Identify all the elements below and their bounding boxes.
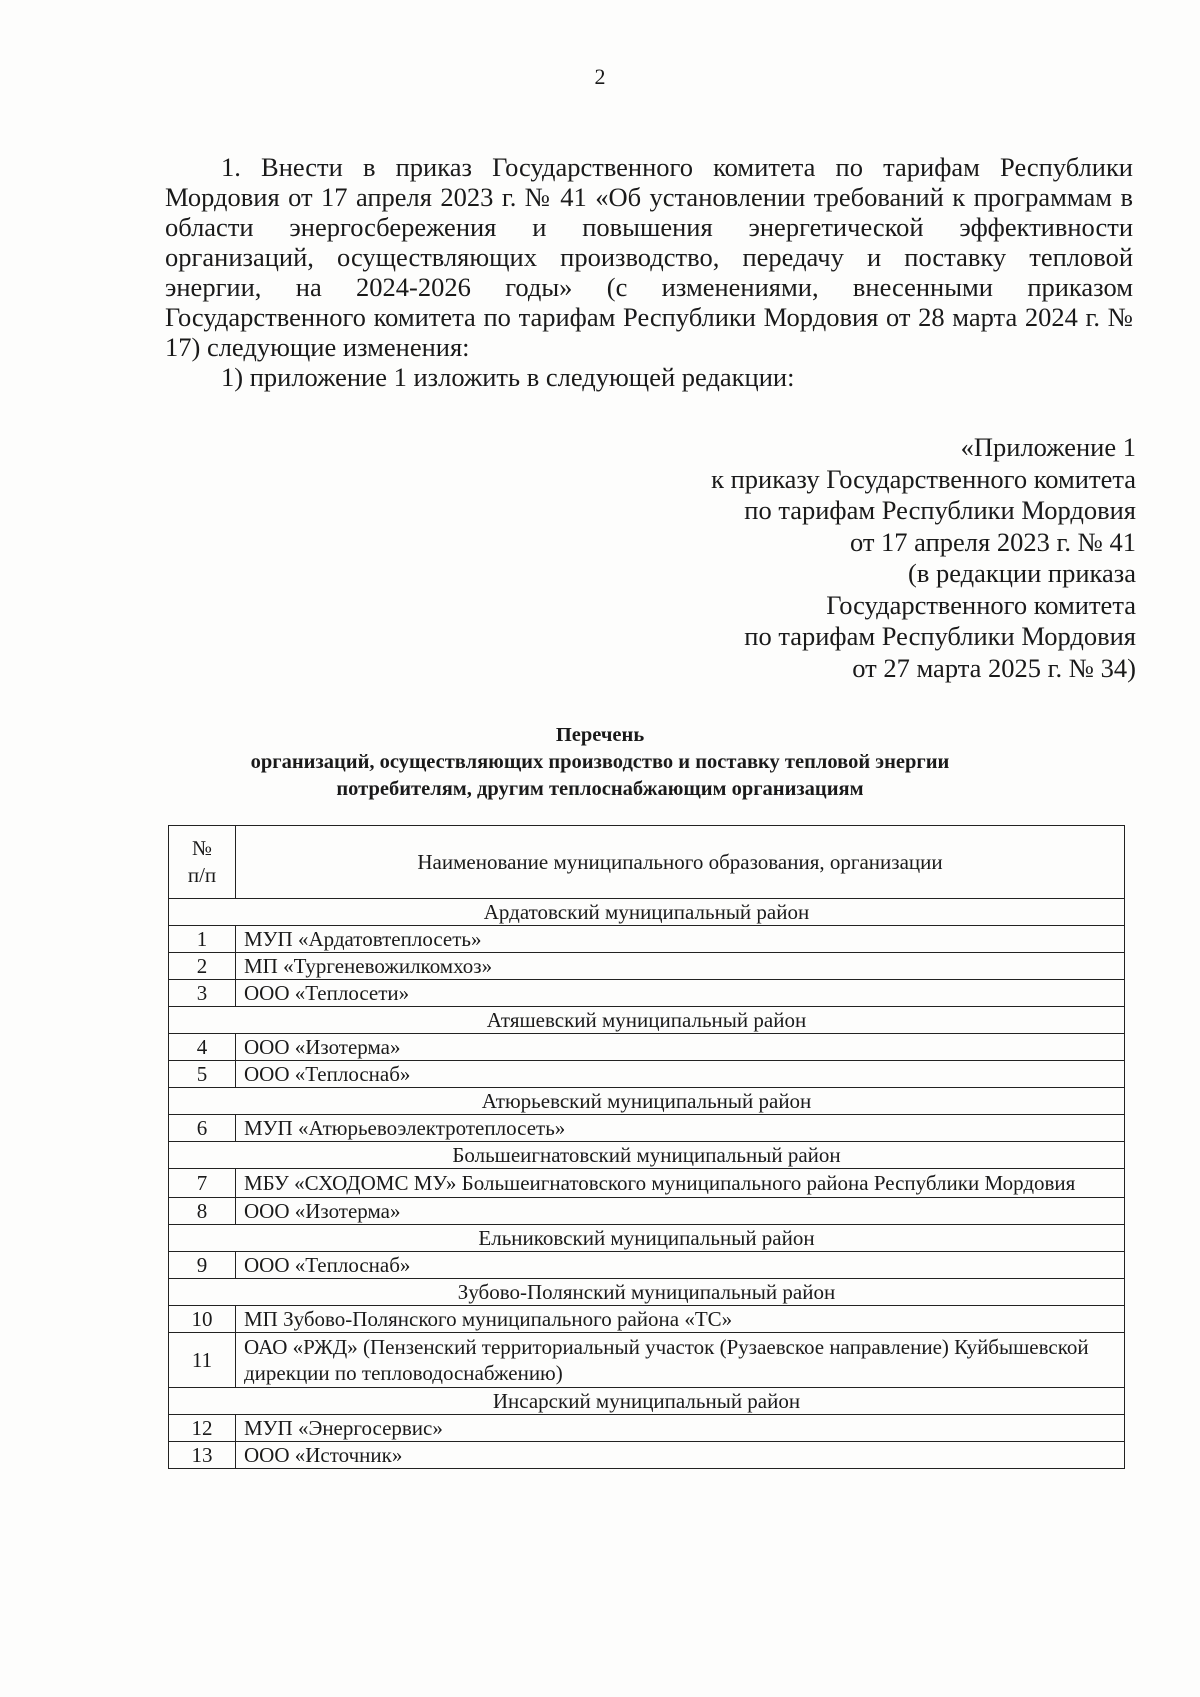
district-name: Большеигнатовский муниципальный район	[169, 1142, 1125, 1169]
page-number: 2	[594, 64, 606, 89]
district-row	[169, 1225, 1125, 1252]
intro-paragraph-1: 1. Внести в приказ Государственного комитета по тарифам Республики Мордовия от 17 апреля 2023 г. № 41 «Об установлении требований к программам в области энергосбережения и повышения энергетической эффективности организаций, осуществляющих производство, передачу и поставку тепловой энергии, на 2024-2026 годы» (с изменениями, внесенными приказом Государственного комитета по тарифам Республики Мордовия от 28 марта 2024 г. № 17) следующие изменения:	[165, 152, 1133, 362]
table-row	[169, 1252, 1125, 1279]
district-row	[169, 1088, 1125, 1115]
column-header-number-line1: №	[191, 836, 213, 860]
appendix-line: Государственного комитета	[826, 589, 1136, 620]
table-row	[169, 1034, 1125, 1061]
organization-name: ООО «Источник»	[236, 1442, 1125, 1469]
district-name: Атюрьевский муниципальный район	[169, 1088, 1125, 1115]
organization-name: МБУ «СХОДОМС МУ» Большеигнатовского муниципального района Республики Мордовия	[236, 1169, 1125, 1198]
organization-name: ООО «Изотерма»	[236, 1034, 1125, 1061]
table-row	[169, 953, 1125, 980]
district-name: Ельниковский муниципальный район	[169, 1225, 1125, 1252]
list-heading-title: Перечень	[555, 724, 645, 746]
organization-name: ООО «Изотерма»	[236, 1198, 1125, 1225]
organization-name: ООО «Теплосети»	[236, 980, 1125, 1007]
appendix-line: по тарифам Республики Мордовия	[744, 621, 1136, 651]
column-header-name: Наименование муниципального образования, организации	[236, 826, 1125, 899]
organization-name: ОАО «РЖД» (Пензенский территориальный участок (Рузаевское направление) Куйбышевской дирекции по тепловодоснабжению)	[236, 1333, 1125, 1388]
row-number: 8	[169, 1198, 236, 1225]
organization-name: МП «Тургеневожилкомхоз»	[236, 953, 1125, 980]
row-number: 3	[169, 980, 236, 1007]
column-header-number-line2: п/п	[187, 863, 217, 887]
organization-name: МУП «Атюрьевоэлектротеплосеть»	[236, 1115, 1125, 1142]
table-row	[169, 1306, 1125, 1333]
table-row	[169, 1198, 1125, 1225]
appendix-line: по тарифам Республики Мордовия	[744, 495, 1136, 525]
appendix-line: к приказу Государственного комитета	[711, 463, 1136, 494]
district-name: Зубово-Полянский муниципальный район	[169, 1279, 1125, 1306]
appendix-line: от 27 марта 2025 г. № 34)	[852, 652, 1136, 683]
table-row	[169, 1169, 1125, 1198]
appendix-line: «Приложение 1	[960, 432, 1136, 462]
column-header-number	[169, 826, 236, 899]
row-number: 7	[169, 1169, 236, 1198]
table-row	[169, 1115, 1125, 1142]
appendix-line: (в редакции приказа	[908, 558, 1136, 588]
appendix-line: от 17 апреля 2023 г. № 41	[849, 526, 1136, 557]
district-row	[169, 1007, 1125, 1034]
intro-paragraph-2: 1) приложение 1 изложить в следующей редакции:	[221, 362, 795, 392]
row-number: 6	[169, 1115, 236, 1142]
list-heading-subtitle: организаций, осуществляющих производство и поставку тепловой энергии	[250, 751, 950, 773]
organization-name: ООО «Теплоснаб»	[236, 1061, 1125, 1088]
row-number: 1	[169, 926, 236, 953]
row-number: 12	[169, 1415, 236, 1442]
row-number: 13	[169, 1442, 236, 1469]
intro-text	[165, 152, 1133, 392]
table-row	[169, 926, 1125, 953]
row-number: 11	[169, 1333, 236, 1388]
list-heading-subtitle: потребителям, другим теплоснабжающим организациям	[336, 778, 864, 800]
table-row	[169, 1442, 1125, 1469]
organizations-table	[168, 825, 1125, 1469]
table-row	[169, 1333, 1125, 1388]
table-row	[169, 1061, 1125, 1088]
district-name: Атяшевский муниципальный район	[169, 1007, 1125, 1034]
organization-name: МУП «Ардатовтеплосеть»	[236, 926, 1125, 953]
list-heading	[0, 722, 1200, 803]
district-row	[169, 1279, 1125, 1306]
organization-name: МП Зубово-Полянского муниципального района «ТС»	[236, 1306, 1125, 1333]
row-number: 10	[169, 1306, 236, 1333]
district-row	[169, 1142, 1125, 1169]
table-row	[169, 980, 1125, 1007]
row-number: 9	[169, 1252, 236, 1279]
organization-name: МУП «Энергосервис»	[236, 1415, 1125, 1442]
row-number: 4	[169, 1034, 236, 1061]
row-number: 5	[169, 1061, 236, 1088]
district-name: Инсарский муниципальный район	[169, 1388, 1125, 1415]
district-row	[169, 899, 1125, 926]
row-number: 2	[169, 953, 236, 980]
appendix-reference	[516, 432, 1136, 684]
table-header-row	[169, 826, 1125, 899]
district-name: Ардатовский муниципальный район	[169, 899, 1125, 926]
organization-name: ООО «Теплоснаб»	[236, 1252, 1125, 1279]
district-row	[169, 1388, 1125, 1415]
table-row	[169, 1415, 1125, 1442]
